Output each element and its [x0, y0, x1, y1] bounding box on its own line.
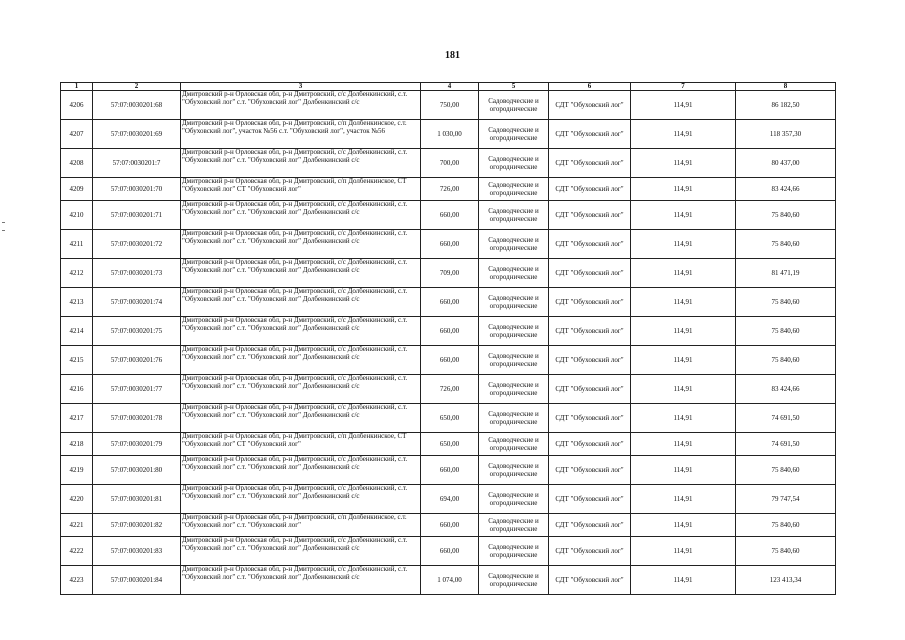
address-cell: Дмитровский р-н Орловская обл, р-н Дмитровский, с/с Долбенкинский, с.т. "Обуховский лог" с.т. "Обуховский лог" Долбенкинский с/с [181, 375, 421, 404]
row-number-cell: 4214 [61, 317, 93, 346]
land-use-cell: Садоводческие и огороднические [479, 288, 549, 317]
cadastral-number-cell: 57:07:0030201:77 [93, 375, 181, 404]
cadastral-number-cell: 57:07:0030201:74 [93, 288, 181, 317]
specific-value-cell: 114,91 [631, 317, 736, 346]
row-number-cell: 4221 [61, 514, 93, 537]
association-cell: СДТ "Обуховский лог" [549, 317, 631, 346]
land-use-cell: Садоводческие и огороднические [479, 566, 549, 595]
association-cell: СДТ "Обуховский лог" [549, 404, 631, 433]
cadastral-value-cell: 86 182,50 [736, 91, 836, 120]
cadastral-number-cell: 57:07:0030201:75 [93, 317, 181, 346]
row-number-cell: 4213 [61, 288, 93, 317]
address-cell: Дмитровский р-н Орловская обл, р-н Дмитровский, с/с Долбенкинский, с.т. "Обуховский лог" с.т. "Обуховский лог" Долбенкинский с/с [181, 485, 421, 514]
table-row [61, 456, 836, 485]
area-cell: 726,00 [421, 178, 479, 201]
area-cell: 650,00 [421, 433, 479, 456]
land-use-cell: Садоводческие и огороднические [479, 178, 549, 201]
row-number-cell: 4219 [61, 456, 93, 485]
association-cell: СДТ "Обуховский лог" [549, 178, 631, 201]
table-row [61, 433, 836, 456]
land-use-cell: Садоводческие и огороднические [479, 537, 549, 566]
column-header-2: 2 [93, 83, 181, 91]
area-cell: 660,00 [421, 514, 479, 537]
address-cell: Дмитровский р-н Орловская обл, р-н Дмитровский, с/с Долбенкинский, с.т. "Обуховский лог" с.т. "Обуховский лог" Долбенкинский с/с [181, 346, 421, 375]
cadastral-number-cell: 57:07:0030201:84 [93, 566, 181, 595]
table-row [61, 230, 836, 259]
cadastral-number-cell: 57:07:0030201:68 [93, 91, 181, 120]
cadastral-value-table [60, 82, 836, 595]
row-number-cell: 4210 [61, 201, 93, 230]
address-cell: Дмитровский р-н Орловская обл, р-н Дмитровский, с/с Долбенкинский, с.т. "Обуховский лог" с.т. "Обуховский лог" Долбенкинский с/с [181, 317, 421, 346]
specific-value-cell: 114,91 [631, 456, 736, 485]
specific-value-cell: 114,91 [631, 346, 736, 375]
association-cell: СДТ "Обуховский лог" [549, 433, 631, 456]
specific-value-cell: 114,91 [631, 537, 736, 566]
cadastral-value-cell: 75 840,60 [736, 288, 836, 317]
land-use-cell: Садоводческие и огороднические [479, 456, 549, 485]
cadastral-number-cell: 57:07:0030201:76 [93, 346, 181, 375]
cadastral-value-cell: 75 840,60 [736, 201, 836, 230]
table-row [61, 259, 836, 288]
specific-value-cell: 114,91 [631, 514, 736, 537]
specific-value-cell: 114,91 [631, 91, 736, 120]
cadastral-value-cell: 81 471,19 [736, 259, 836, 288]
area-cell: 660,00 [421, 288, 479, 317]
land-use-cell: Садоводческие и огороднические [479, 375, 549, 404]
association-cell: СДТ "Обуховский лог" [549, 91, 631, 120]
row-number-cell: 4217 [61, 404, 93, 433]
address-cell: Дмитровский р-н Орловская обл, р-н Дмитровский, с/п Долбенкинское, СТ "Обуховский лог" СТ "Обуховский лог" [181, 178, 421, 201]
cadastral-value-cell: 80 437,00 [736, 149, 836, 178]
cadastral-number-cell: 57:07:0030201:78 [93, 404, 181, 433]
area-cell: 660,00 [421, 230, 479, 259]
cadastral-value-cell: 79 747,54 [736, 485, 836, 514]
association-cell: СДТ "Обуховский лог" [549, 259, 631, 288]
column-number-row [61, 83, 836, 91]
cadastral-value-cell: 75 840,60 [736, 456, 836, 485]
address-cell: Дмитровский р-н Орловская обл, р-н Дмитровский, с/п Долбенкинское, СТ "Обуховский лог" СТ "Обуховский лог" [181, 433, 421, 456]
land-use-cell: Садоводческие и огороднические [479, 91, 549, 120]
table-row [61, 485, 836, 514]
address-cell: Дмитровский р-н Орловская обл, р-н Дмитровский, с/п Долбенкинское, с.т. "Обуховский лог", участок №56 с.т. "Обуховский лог", участок №56 [181, 120, 421, 149]
address-cell: Дмитровский р-н Орловская обл, р-н Дмитровский, с/с Долбенкинский, с.т. "Обуховский лог" с.т. "Обуховский лог" Долбенкинский с/с [181, 537, 421, 566]
specific-value-cell: 114,91 [631, 120, 736, 149]
row-number-cell: 4216 [61, 375, 93, 404]
margin-mark [2, 230, 5, 231]
address-cell: Дмитровский р-н Орловская обл, р-н Дмитровский, с/с Долбенкинский, с.т. "Обуховский лог" с.т. "Обуховский лог" Долбенкинский с/с [181, 259, 421, 288]
association-cell: СДТ "Обуховский лог" [549, 514, 631, 537]
table-row [61, 404, 836, 433]
cadastral-value-cell: 75 840,60 [736, 230, 836, 259]
table-row [61, 201, 836, 230]
association-cell: СДТ "Обуховский лог" [549, 230, 631, 259]
area-cell: 660,00 [421, 201, 479, 230]
specific-value-cell: 114,91 [631, 201, 736, 230]
area-cell: 726,00 [421, 375, 479, 404]
table-body [61, 91, 836, 595]
table-row [61, 149, 836, 178]
area-cell: 660,00 [421, 346, 479, 375]
cadastral-number-cell: 57:07:0030201:73 [93, 259, 181, 288]
association-cell: СДТ "Обуховский лог" [549, 346, 631, 375]
association-cell: СДТ "Обуховский лог" [549, 537, 631, 566]
cadastral-value-cell: 75 840,60 [736, 317, 836, 346]
land-use-cell: Садоводческие и огороднические [479, 404, 549, 433]
address-cell: Дмитровский р-н Орловская обл, р-н Дмитровский, с/с Долбенкинский, с.т. "Обуховский лог" с.т. "Обуховский лог" Долбенкинский с/с [181, 91, 421, 120]
cadastral-number-cell: 57:07:0030201:82 [93, 514, 181, 537]
address-cell: Дмитровский р-н Орловская обл, р-н Дмитровский, с/с Долбенкинский, с.т. "Обуховский лог" с.т. "Обуховский лог" Долбенкинский с/с [181, 201, 421, 230]
table-row [61, 178, 836, 201]
association-cell: СДТ "Обуховский лог" [549, 485, 631, 514]
specific-value-cell: 114,91 [631, 404, 736, 433]
association-cell: СДТ "Обуховский лог" [549, 149, 631, 178]
specific-value-cell: 114,91 [631, 433, 736, 456]
row-number-cell: 4222 [61, 537, 93, 566]
address-cell: Дмитровский р-н Орловская обл, р-н Дмитровский, с/с Долбенкинский, с.т. "Обуховский лог" с.т. "Обуховский лог" Долбенкинский с/с [181, 149, 421, 178]
table-row [61, 566, 836, 595]
area-cell: 694,00 [421, 485, 479, 514]
address-cell: Дмитровский р-н Орловская обл, р-н Дмитровский, с/с Долбенкинский, с.т. "Обуховский лог" с.т. "Обуховский лог" Долбенкинский с/с [181, 230, 421, 259]
column-header-4: 4 [421, 83, 479, 91]
row-number-cell: 4207 [61, 120, 93, 149]
land-use-cell: Садоводческие и огороднические [479, 346, 549, 375]
table-row [61, 514, 836, 537]
area-cell: 660,00 [421, 317, 479, 346]
cadastral-value-cell: 74 691,50 [736, 404, 836, 433]
specific-value-cell: 114,91 [631, 149, 736, 178]
table-row [61, 91, 836, 120]
association-cell: СДТ "Обуховский лог" [549, 201, 631, 230]
table-row [61, 317, 836, 346]
row-number-cell: 4208 [61, 149, 93, 178]
column-header-7: 7 [631, 83, 736, 91]
column-header-3: 3 [181, 83, 421, 91]
row-number-cell: 4218 [61, 433, 93, 456]
row-number-cell: 4223 [61, 566, 93, 595]
cadastral-number-cell: 57:07:0030201:80 [93, 456, 181, 485]
land-use-cell: Садоводческие и огороднические [479, 201, 549, 230]
column-header-5: 5 [479, 83, 549, 91]
land-use-cell: Садоводческие и огороднические [479, 514, 549, 537]
row-number-cell: 4220 [61, 485, 93, 514]
cadastral-number-cell: 57:07:0030201:70 [93, 178, 181, 201]
specific-value-cell: 114,91 [631, 485, 736, 514]
cadastral-value-cell: 83 424,66 [736, 375, 836, 404]
land-use-cell: Садоводческие и огороднические [479, 120, 549, 149]
specific-value-cell: 114,91 [631, 566, 736, 595]
margin-mark [2, 222, 5, 223]
row-number-cell: 4209 [61, 178, 93, 201]
cadastral-number-cell: 57:07:0030201:7 [93, 149, 181, 178]
cadastral-number-cell: 57:07:0030201:83 [93, 537, 181, 566]
cadastral-value-cell: 75 840,60 [736, 537, 836, 566]
land-use-cell: Садоводческие и огороднические [479, 433, 549, 456]
cadastral-value-cell: 74 691,50 [736, 433, 836, 456]
row-number-cell: 4211 [61, 230, 93, 259]
cadastral-number-cell: 57:07:0030201:72 [93, 230, 181, 259]
table-row [61, 537, 836, 566]
row-number-cell: 4212 [61, 259, 93, 288]
association-cell: СДТ "Обуховский лог" [549, 288, 631, 317]
table-row [61, 375, 836, 404]
table-row [61, 120, 836, 149]
cadastral-number-cell: 57:07:0030201:71 [93, 201, 181, 230]
area-cell: 660,00 [421, 537, 479, 566]
land-use-cell: Садоводческие и огороднические [479, 485, 549, 514]
cadastral-value-cell: 75 840,60 [736, 346, 836, 375]
cadastral-value-cell: 75 840,60 [736, 514, 836, 537]
cadastral-value-cell: 123 413,34 [736, 566, 836, 595]
specific-value-cell: 114,91 [631, 288, 736, 317]
address-cell: Дмитровский р-н Орловская обл, р-н Дмитровский, с/с Долбенкинский, с.т. "Обуховский лог" с.т. "Обуховский лог" Долбенкинский с/с [181, 288, 421, 317]
area-cell: 1 030,00 [421, 120, 479, 149]
row-number-cell: 4215 [61, 346, 93, 375]
page-number: 181 [445, 50, 460, 61]
table-row [61, 346, 836, 375]
association-cell: СДТ "Обуховский лог" [549, 375, 631, 404]
address-cell: Дмитровский р-н Орловская обл, р-н Дмитровский, с/п Долбенкинское, с.т. "Обуховский лог" с.т. "Обуховский лог" [181, 514, 421, 537]
specific-value-cell: 114,91 [631, 178, 736, 201]
table-row [61, 288, 836, 317]
area-cell: 709,00 [421, 259, 479, 288]
address-cell: Дмитровский р-н Орловская обл, р-н Дмитровский, с/с Долбенкинский, с.т. "Обуховский лог" с.т. "Обуховский лог" Долбенкинский с/с [181, 456, 421, 485]
specific-value-cell: 114,91 [631, 259, 736, 288]
land-use-cell: Садоводческие и огороднические [479, 317, 549, 346]
area-cell: 750,00 [421, 91, 479, 120]
cadastral-value-cell: 83 424,66 [736, 178, 836, 201]
specific-value-cell: 114,91 [631, 375, 736, 404]
land-use-cell: Садоводческие и огороднические [479, 259, 549, 288]
cadastral-number-cell: 57:07:0030201:69 [93, 120, 181, 149]
land-use-cell: Садоводческие и огороднические [479, 230, 549, 259]
address-cell: Дмитровский р-н Орловская обл, р-н Дмитровский, с/с Долбенкинский, с.т. "Обуховский лог" с.т. "Обуховский лог" Долбенкинский с/с [181, 404, 421, 433]
area-cell: 650,00 [421, 404, 479, 433]
cadastral-value-cell: 118 357,30 [736, 120, 836, 149]
area-cell: 1 074,00 [421, 566, 479, 595]
association-cell: СДТ "Обуховский лог" [549, 120, 631, 149]
address-cell: Дмитровский р-н Орловская обл, р-н Дмитровский, с/с Долбенкинский, с.т. "Обуховский лог" с.т. "Обуховский лог" Долбенкинский с/с [181, 566, 421, 595]
specific-value-cell: 114,91 [631, 230, 736, 259]
column-header-6: 6 [549, 83, 631, 91]
column-header-1: 1 [61, 83, 93, 91]
land-use-cell: Садоводческие и огороднические [479, 149, 549, 178]
area-cell: 660,00 [421, 456, 479, 485]
association-cell: СДТ "Обуховский лог" [549, 456, 631, 485]
cadastral-number-cell: 57:07:0030201:81 [93, 485, 181, 514]
association-cell: СДТ "Обуховский лог" [549, 566, 631, 595]
row-number-cell: 4206 [61, 91, 93, 120]
cadastral-number-cell: 57:07:0030201:79 [93, 433, 181, 456]
area-cell: 700,00 [421, 149, 479, 178]
column-header-8: 8 [736, 83, 836, 91]
